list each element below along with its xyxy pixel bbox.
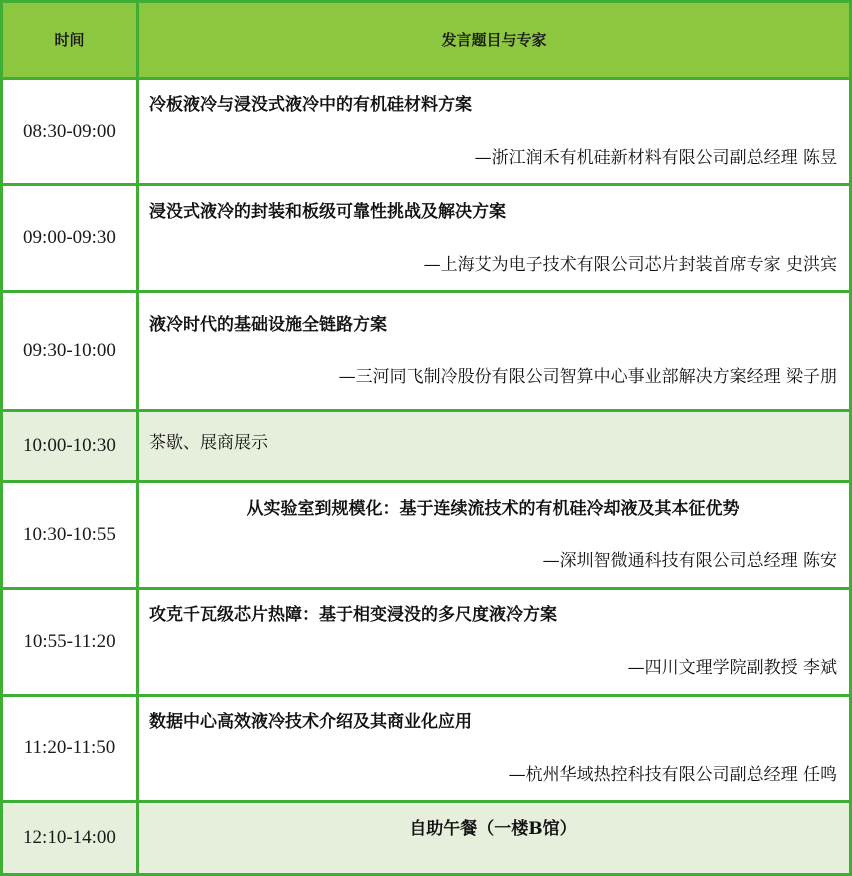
session-title: 从实验室到规模化：基于连续流技术的有机硅冷却液及其本征优势 — [246, 498, 740, 519]
agenda-row — [2, 695, 851, 802]
session-speaker: —浙江润禾有机硅新材料有限公司副总经理 陈昱 — [474, 147, 837, 168]
session-cell — [138, 292, 851, 411]
lunch-cell — [138, 802, 851, 875]
session-cell — [138, 695, 851, 802]
session-title: 液冷时代的基础设施全链路方案 — [149, 315, 387, 336]
break-title: 茶歇、展商展示 — [149, 433, 268, 454]
agenda-row — [2, 481, 851, 588]
header-row — [2, 2, 851, 79]
session-speaker: —杭州华域热控科技有限公司副总经理 任鸣 — [508, 764, 837, 785]
session-time: 08:30-09:00 — [2, 78, 138, 185]
topic-column-header: 发言题目与专家 — [138, 2, 851, 79]
break-row — [2, 411, 851, 482]
session-speaker: —深圳智微通科技有限公司总经理 陈安 — [542, 550, 837, 571]
session-time: 11:20-11:50 — [2, 695, 138, 802]
session-cell — [138, 481, 851, 588]
session-time: 10:00-10:30 — [2, 411, 138, 482]
session-time: 09:00-09:30 — [2, 185, 138, 292]
session-time: 10:55-11:20 — [2, 588, 138, 695]
time-column-header: 时间 — [2, 2, 138, 79]
agenda-row — [2, 292, 851, 411]
session-title: 浸没式液冷的封装和板级可靠性挑战及解决方案 — [149, 202, 506, 223]
session-speaker: —上海艾为电子技术有限公司芯片封装首席专家 史洪宾 — [423, 254, 837, 275]
session-title: 数据中心高效液冷技术介绍及其商业化应用 — [149, 712, 472, 733]
agenda-row — [2, 78, 851, 185]
session-time: 12:10-14:00 — [2, 802, 138, 875]
break-cell — [138, 411, 851, 482]
session-title: 攻克千瓦级芯片热障：基于相变浸没的多尺度液冷方案 — [149, 605, 557, 626]
session-time: 10:30-10:55 — [2, 481, 138, 588]
session-cell — [138, 78, 851, 185]
session-cell — [138, 588, 851, 695]
agenda-row — [2, 588, 851, 695]
session-cell — [138, 185, 851, 292]
session-speaker: —三河同飞制冷股份有限公司智算中心事业部解决方案经理 梁子朋 — [338, 367, 837, 388]
lunch-row — [2, 802, 851, 875]
agenda-row — [2, 185, 851, 292]
session-title: 冷板液冷与浸没式液冷中的有机硅材料方案 — [149, 95, 472, 116]
session-speaker: —四川文理学院副教授 李斌 — [627, 657, 837, 678]
lunch-title: 自助午餐（一楼B馆） — [409, 819, 577, 840]
session-time: 09:30-10:00 — [2, 292, 138, 411]
